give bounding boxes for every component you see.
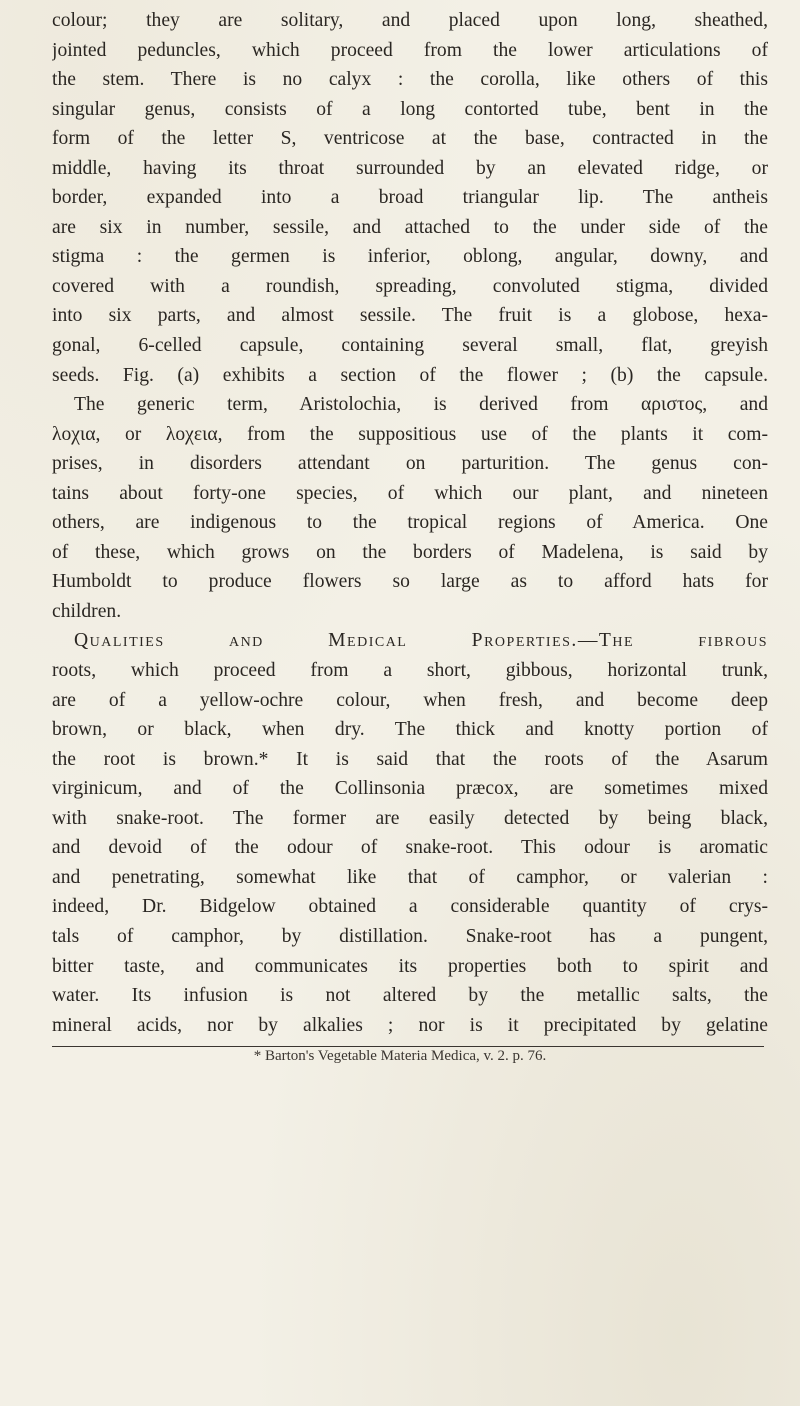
text-line: gonal, 6-celled capsule, containing several small, flat, greyish bbox=[52, 335, 768, 357]
footnote: * Barton's Vegetable Materia Medica, v. 2. p. 76. bbox=[253, 1048, 547, 1064]
text-line: Humboldt to produce flowers so large as to afford hats for bbox=[52, 571, 768, 593]
text-line: with snake-root. The former are easily detected by being black, bbox=[52, 807, 768, 829]
text-line: roots, which proceed from a short, gibbous, horizontal trunk, bbox=[52, 660, 768, 682]
text-line: colour; they are solitary, and placed upon long, sheathed, bbox=[52, 10, 768, 31]
text-line: λοχια, or λοχεια, from the suppositious use of the plants it com- bbox=[52, 423, 768, 445]
text-line: seeds. Fig. (a) exhibits a section of the flower ; (b) the capsule. bbox=[52, 364, 768, 386]
text-line: mineral acids, nor by alkalies ; nor is it precipitated by gelatine bbox=[52, 1014, 768, 1036]
text-line: singular genus, consists of a long contorted tube, bent in the bbox=[52, 98, 768, 120]
text-line: and devoid of the odour of snake-root. This odour is aromatic bbox=[52, 837, 768, 859]
text-line: others, are indigenous to the tropical regions of America. One bbox=[52, 512, 768, 534]
text-line: jointed peduncles, which proceed from the lower articulations of bbox=[52, 39, 768, 61]
text-line: tals of camphor, by distillation. Snake-root has a pungent, bbox=[52, 925, 768, 947]
text-line: the stem. There is no calyx : the corolla, like others of this bbox=[52, 69, 768, 91]
text-line: stigma : the germen is inferior, oblong, angular, downy, and bbox=[52, 246, 768, 268]
text-line: The generic term, Aristolochia, is derived from αριστος, and bbox=[74, 394, 768, 416]
text-line: covered with a roundish, spreading, convoluted stigma, divided bbox=[52, 275, 768, 297]
text-line: virginicum, and of the Collinsonia præcox, are sometimes mixed bbox=[52, 778, 768, 800]
text-line: tains about forty-one species, of which our plant, and nineteen bbox=[52, 482, 768, 504]
text-line: into six parts, and almost sessile. The fruit is a globose, hexa- bbox=[52, 305, 768, 327]
text-line: are six in number, sessile, and attached to the under side of the bbox=[52, 216, 768, 238]
text-line: brown, or black, when dry. The thick and knotty portion of bbox=[52, 719, 768, 741]
text-line: bitter taste, and communicates its properties both to spirit and bbox=[52, 955, 768, 977]
text-line: border, expanded into a broad triangular lip. The antheis bbox=[52, 187, 768, 209]
footnote-rule bbox=[52, 1046, 764, 1047]
text-line: the root is brown.* It is said that the roots of the Asarum bbox=[52, 748, 768, 770]
text-line: of these, which grows on the borders of Madelena, is said by bbox=[52, 541, 768, 563]
text-line: water. Its infusion is not altered by the metallic salts, the bbox=[52, 985, 768, 1007]
text-line: form of the letter S, ventricose at the base, contracted in the bbox=[52, 128, 768, 150]
body-text bbox=[52, 6, 768, 1040]
text-line: are of a yellow-ochre colour, when fresh, and become deep bbox=[52, 689, 768, 711]
text-line: children. bbox=[52, 600, 122, 622]
text-line: prises, in disorders attendant on parturition. The genus con- bbox=[52, 453, 768, 475]
text-line: indeed, Dr. Bidgelow obtained a considerable quantity of crys- bbox=[52, 896, 768, 918]
text-line: and penetrating, somewhat like that of camphor, or valerian : bbox=[52, 866, 768, 888]
text-line: middle, having its throat surrounded by an elevated ridge, or bbox=[52, 157, 768, 179]
section-heading-line: Qualities and Medical Properties.—The fibrous bbox=[74, 630, 768, 652]
